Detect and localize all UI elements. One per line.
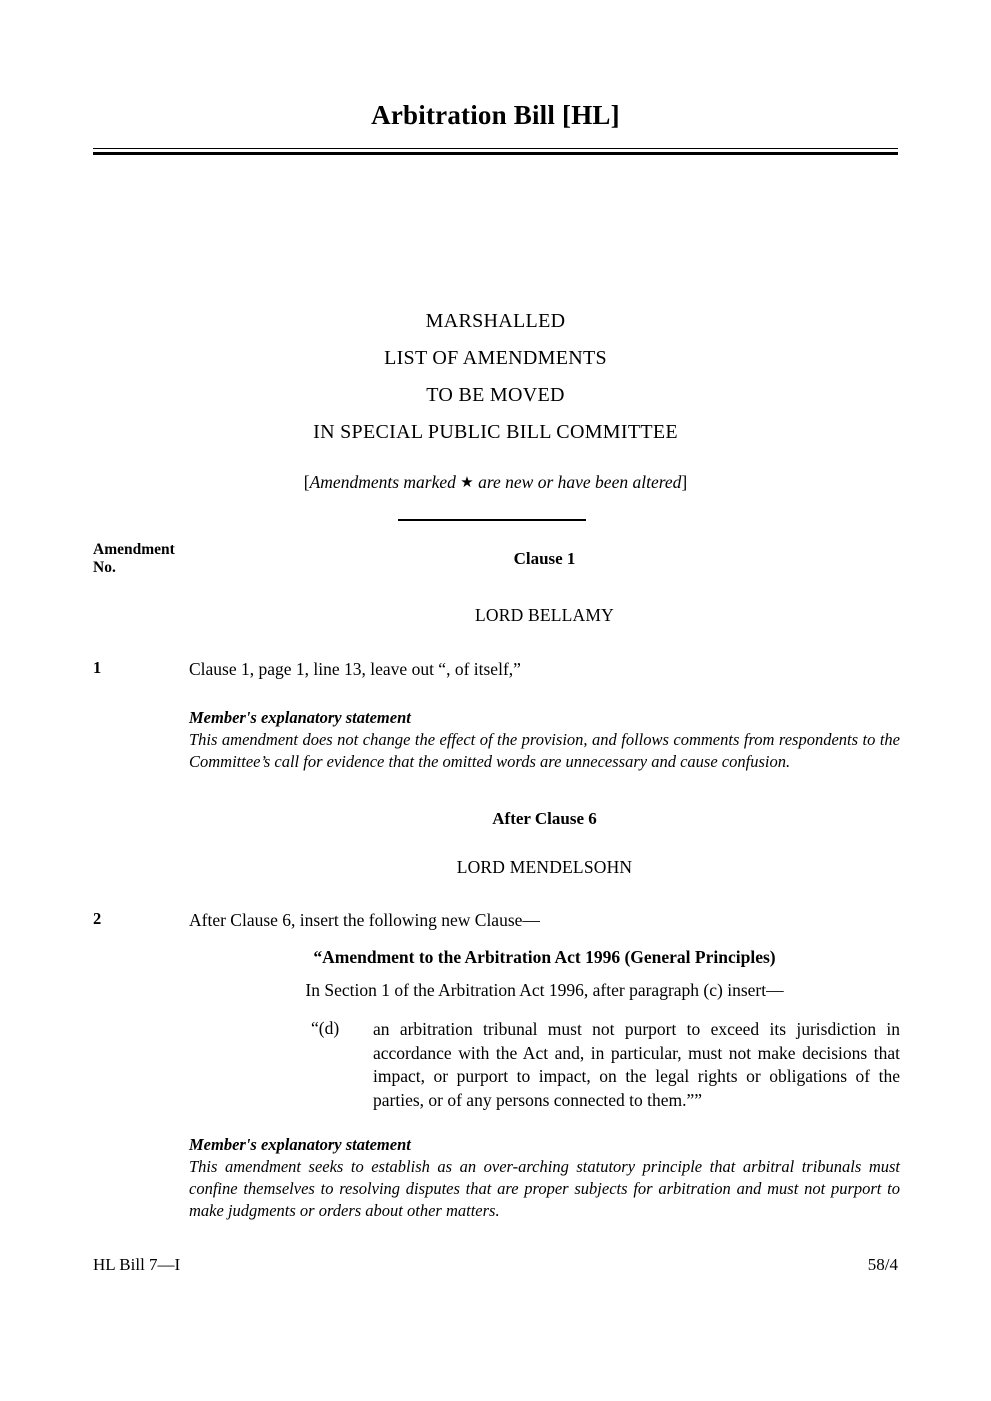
bill-reference: HL Bill 7—I [93, 1255, 181, 1274]
new-clause-title: “Amendment to the Arbitration Act 1996 (General Principles) [313, 947, 776, 967]
amendments-content [93, 540, 900, 1222]
explanatory-statement [93, 1134, 900, 1222]
amendment-number: 2 [93, 909, 102, 928]
amendment-number: 1 [93, 658, 102, 677]
explanatory-statement-title: Member's explanatory statement [189, 1135, 411, 1154]
clause-heading-clause-1: Clause 1 [513, 549, 576, 568]
heading-line-1: MARSHALLED [425, 310, 566, 332]
note-open-bracket: [ [303, 472, 310, 492]
subparagraph-body: an arbitration tribunal must not purport to exceed its jurisdiction in accordance with the Act and, in particular, must not make decisions that impact, or purport to impact, on the legal rights or obligations of the parties, or of any persons connected to them.”” [373, 1019, 900, 1110]
note-close-bracket: ] [681, 472, 688, 492]
subparagraph-d [93, 1018, 900, 1112]
heading-line-4: IN SPECIAL PUBLIC BILL COMMITTEE [313, 421, 678, 443]
amendment-row [93, 658, 900, 681]
title-rule-thin [93, 148, 898, 149]
clause-heading-after-clause-6: After Clause 6 [492, 809, 597, 828]
amendment-text: After Clause 6, insert the following new Clause— [189, 910, 540, 930]
heading-line-2: LIST OF AMENDMENTS [384, 347, 607, 369]
amendment-row [93, 909, 900, 932]
subparagraph-label: “(d) [311, 1018, 340, 1038]
amendment-text: Clause 1, page 1, line 13, leave out “, of itself,” [189, 659, 521, 679]
amendments-marked-note [93, 472, 898, 493]
member-name-bellamy: LORD BELLAMY [475, 605, 614, 625]
document-title: Arbitration Bill [HL] [371, 100, 620, 130]
amendment-no-line-2: No. [93, 559, 116, 576]
section-divider-rule [398, 519, 586, 521]
marshalled-list-heading [93, 303, 898, 493]
member-name-mendelsohn: LORD MENDELSOHN [456, 857, 633, 877]
heading-line-3: TO BE MOVED [426, 384, 565, 406]
page-reference: 58/4 [867, 1255, 898, 1274]
explanatory-statement-title: Member's explanatory statement [189, 708, 411, 727]
amendment-no-line-1: Amendment [93, 541, 175, 558]
star-icon: ★ [460, 475, 474, 491]
explanatory-statement-body: This amendment seeks to establish as an over-arching statutory principle that arbitral tribunals must confine themselves to resolving disputes that are proper subjects for arbitration and must not purport to make judgments or orders about other matters. [189, 1157, 900, 1220]
page-footer [93, 1255, 898, 1275]
new-clause-lead-in: In Section 1 of the Arbitration Act 1996, after paragraph (c) insert— [305, 980, 784, 1000]
note-text-before: Amendments marked [309, 472, 461, 492]
title-rule-thick [93, 152, 898, 155]
explanatory-statement-body: This amendment does not change the effect of the provision, and follows comments from respondents to the Committee’s call for evidence that the omitted words are unnecessary and cause confusion. [189, 730, 900, 771]
explanatory-statement [93, 707, 900, 773]
note-text-after: are new or have been altered [473, 472, 682, 492]
